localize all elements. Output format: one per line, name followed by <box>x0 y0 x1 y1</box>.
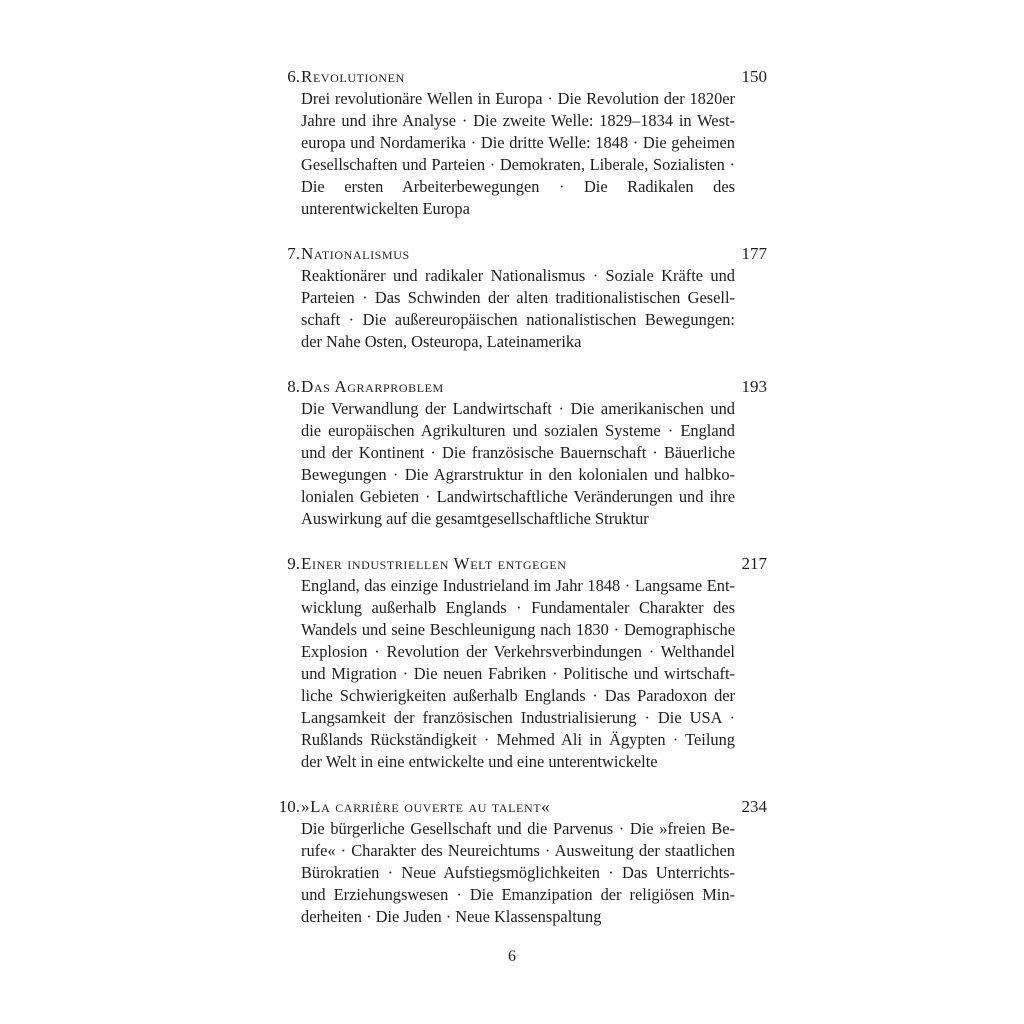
chapter-title: Einer industriellen Welt entgegen <box>301 554 567 573</box>
chapter-number: 6. <box>287 67 300 86</box>
chapter-description: England, das einzige Industrieland im Jahr 1848 · Langsame Entwicklung außerhalb Englands · Fundamentaler Charakter des Wandels und seine Beschleunigung nach 1830 · Demographische Explosion · Revolution der Verkehrsverbindungen · Welthandel und Migration · Die neuen Fabriken · Politische und wirtschaftliche Schwierigkeiten außerhalb Englands · Das Paradoxon der Langsamkeit der französischen Industrialisierung · Die USA · Rußlands Rückständigkeit · Mehmed Ali in Ägypten · Teilung der Welt in eine entwickelte und eine unterentwickelte <box>301 576 735 771</box>
chapter-page-number: 177 <box>741 244 767 263</box>
chapter-page-number: 150 <box>741 67 767 86</box>
page-folio: 6 <box>508 948 516 965</box>
chapter-number: 10. <box>278 797 300 816</box>
chapter-description: Die bürgerliche Gesellschaft und die Parvenus · Die »freien Berufe« · Charakter des Neureichtums · Ausweitung der staatlichen Bürokratien · Neue Aufstiegsmöglichkeiten · Das Unterrichts- und Erziehungswesen · Die Emanzipation der religiösen Minderheiten · Die Juden · Neue Klassenspaltung <box>301 819 735 926</box>
chapter-title: Revolutionen <box>301 67 405 86</box>
chapter-page-number: 193 <box>741 377 767 396</box>
chapter-description: Drei revolutionäre Wellen in Europa · Die Revolution der 1820er Jahre und ihre Analyse · Die zweite Welle: 1829–1834 in Westeuropa und Nordamerika · Die dritte Welle: 1848 · Die geheimen Gesellschaften und Parteien · Demokraten, Liberale, Sozialisten · Die ersten Arbeiterbewegungen · Die Radikalen des unterentwickelten Europa <box>301 89 735 218</box>
chapter-page-number: 234 <box>741 797 767 816</box>
chapter-description: Reaktionärer und radikaler Nationalismus · Soziale Kräfte und Parteien · Das Schwinden der alten traditionalistischen Gesellschaft · Die außereuropäischen nationalistischen Bewegungen: der Nahe Osten, Osteuropa, Lateinamerika <box>301 266 735 351</box>
chapter-title: Nationalismus <box>301 244 410 263</box>
chapter-number: 9. <box>287 554 300 573</box>
chapter-number: 7. <box>287 244 300 263</box>
chapter-description: Die Verwandlung der Landwirtschaft · Die amerikanischen und die europäischen Agrikulturen und sozialen Systeme · England und der Kontinent · Die französische Bauernschaft · Bäuerliche Bewegungen · Die Agrarstruktur in den kolonialen und halbkolonialen Gebieten · Landwirtschaftliche Veränderungen und ihre Auswirkung auf die gesamtgesellschaftliche Struktur <box>301 399 735 528</box>
chapter-number: 8. <box>287 377 300 396</box>
chapter-title: »La carrière ouverte au talent« <box>301 797 551 816</box>
chapter-title: Das Agrarproblem <box>301 377 444 396</box>
chapter-page-number: 217 <box>741 554 767 573</box>
